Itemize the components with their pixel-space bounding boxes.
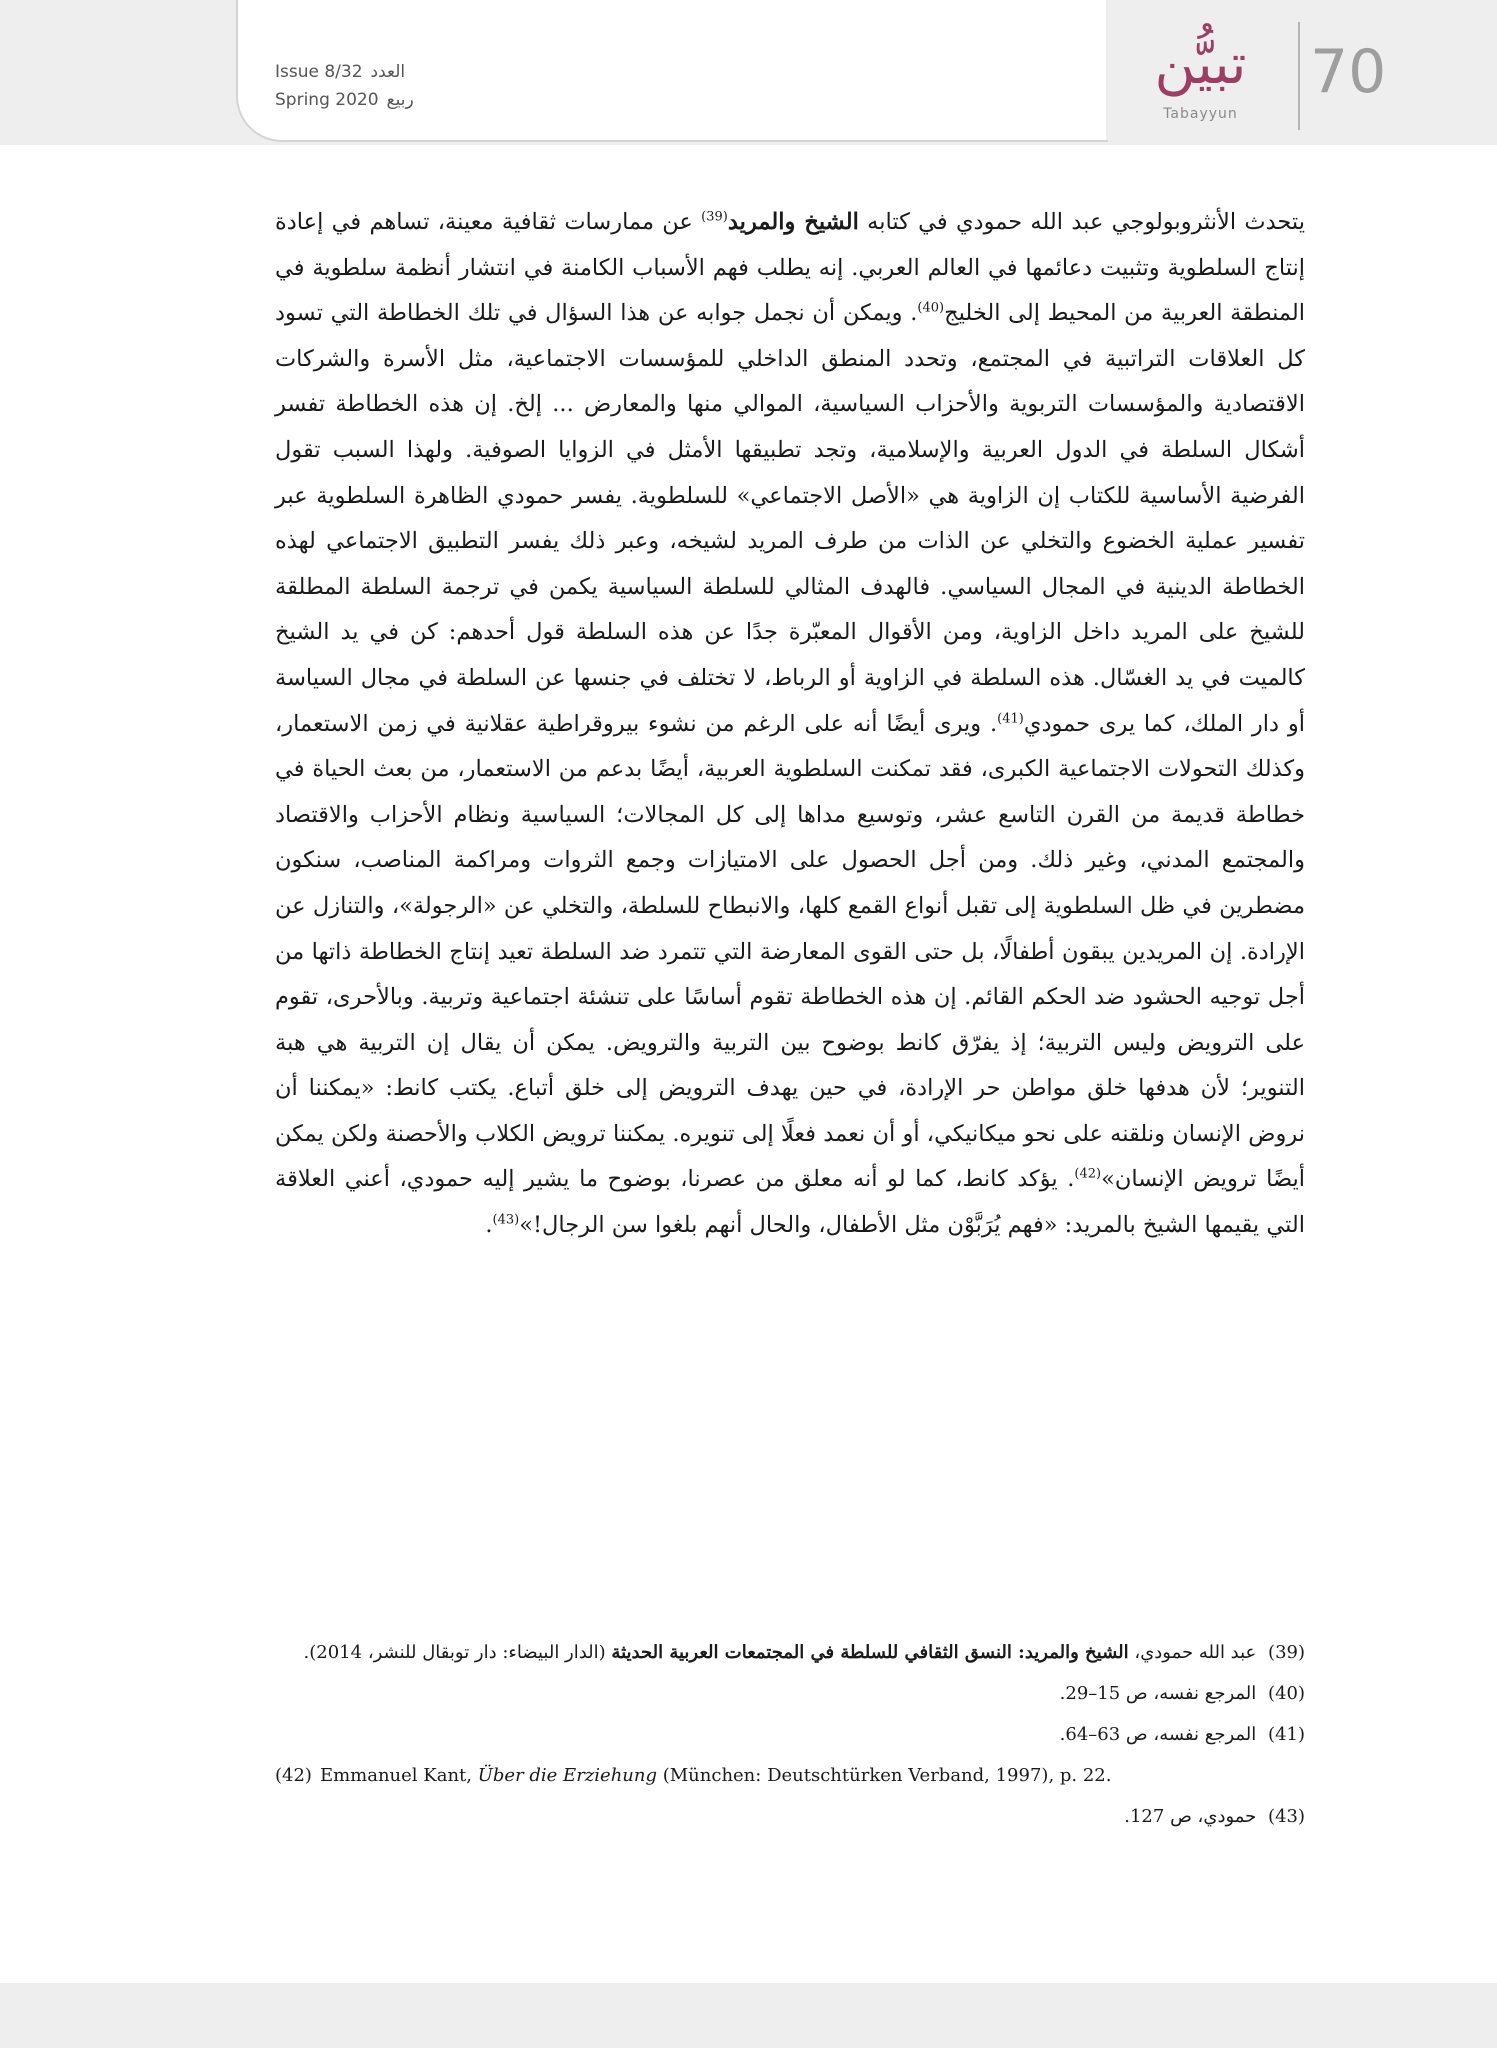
book-title: الشيخ والمريد [727, 209, 859, 235]
footnote-ref-42[interactable]: (42) [1074, 1166, 1102, 1182]
journal-logo-arabic: تبيُّن [1154, 32, 1247, 97]
issue-info [275, 58, 414, 114]
issue-row [275, 58, 414, 86]
season-label-ar: ربيع [386, 90, 414, 110]
footnote-39 [275, 1637, 1305, 1668]
footnote-number: (39) [1268, 1642, 1305, 1663]
body-text-segment: . يؤكد كانط، كما لو أنه معلق من عصرنا، بوضوح ما يشير إليه حمودي، أعني العلاقة التي يقيمها الشيخ بالمريد: «فهم يُرَبَّوْن مثل الأطفال، والحال أنهم بلغوا سن الرجال!» [275, 1166, 1305, 1239]
season-label-en: Spring 2020 [275, 90, 379, 110]
footnote-book-title: الشيخ والمريد: النسق الثقافي للسلطة في المجتمعات العربية الحديثة [611, 1642, 1129, 1663]
footnote-author: عبد الله حمودي، [1128, 1642, 1257, 1663]
footnote-ref-39[interactable]: (39) [701, 209, 728, 225]
footnote-43 [275, 1801, 1305, 1832]
footnote-ref-40[interactable]: (40) [917, 300, 945, 316]
body-text-segment: عن ممارسات ثقافية معينة، تساهم في إعادة إنتاج السلطوية وتثبيت دعائمها في العالم العربي. إنه يطلب فهم الأسباب الكامنة في انتشار أنظمة سلطوية في المنطقة العربية من المحيط إلى الخليج [275, 209, 1305, 327]
footnote-publication: (الدار البيضاء: دار توبقال للنشر، 2014). [303, 1642, 612, 1663]
footnote-text: المرجع نفسه، ص 63–64. [1059, 1724, 1257, 1745]
footnote-number: (43) [1268, 1806, 1305, 1827]
footnote-41 [275, 1719, 1305, 1750]
body-text-segment: يتحدث الأنثروبولوجي عبد الله حمودي في كتابه [858, 209, 1305, 235]
footnote-40 [275, 1678, 1305, 1709]
page-number-divider [1298, 22, 1300, 130]
page-number: 70 [1310, 37, 1387, 107]
season-row [275, 86, 414, 114]
article-body [275, 200, 1305, 1249]
page-bottom-band [0, 1983, 1497, 2048]
footnote-author: Emmanuel Kant, [319, 1765, 478, 1786]
body-paragraph [275, 200, 1305, 1249]
footnote-text: المرجع نفسه، ص 15–29. [1059, 1683, 1257, 1704]
journal-logo-english: Tabayyun [1163, 106, 1238, 122]
footnote-number: (41) [1268, 1724, 1305, 1745]
issue-label-en: Issue 8/32 [275, 62, 363, 82]
footnotes-section [275, 1637, 1305, 1842]
footnote-ref-41[interactable]: (41) [997, 711, 1024, 727]
footnote-publication: (München: Deutschtürken Verband, 1997), p. 22. [657, 1765, 1112, 1786]
body-text-segment: . ويرى أيضًا أنه على الرغم من نشوء بيروقراطية عقلانية في زمن الاستعمار، وكذلك التحولات الاجتماعية الكبرى، فقد تمكنت السلطوية العربية، أيضًا بدعم من الاستعمار، من بعث الحياة في خطاطة قديمة من القرن التاسع عشر، وتوسيع مداها إلى كل المجالات؛ السياسية ونظام الأحزاب والاقتصاد والمجتمع المدني، وغير ذلك. ومن أجل الحصول على الامتيازات وجمع الثروات ومراكمة المناصب، سنكون مضطرين في ظل السلطوية إلى تقبل أنواع القمع كلها، والانبطاح للسلطة، والتخلي عن «الرجولة»، والتنازل عن الإرادة. إن المريدين يبقون أطفالًا، بل حتى القوى المعارضة التي تتمرد ضد السلطة تعيد إنتاج الخطاطة ذاتها من أجل توجيه الحشود ضد الحكم القائم. إن هذه الخطاطة تقوم أساسًا على تنشئة اجتماعية وتربية. وبالأحرى، تقوم على الترويض وليس التربية؛ إذ يفرّق كانط بوضوح بين التربية والترويض. يمكن أن يقال إن التربية هي هبة التنوير؛ لأن هدفها خلق مواطن حر الإرادة، في حين يهدف الترويض إلى خلق أتباع. يكتب كانط: «يمكننا أن نروض الإنسان ونلقنه على نحو ميكانيكي، أو أن نعمد فعلًا إلى تنويره. يمكننا ترويض الكلاب والأحصنة ولكن يمكن أيضًا ترويض الإنسان» [275, 710, 1305, 1193]
footnote-number: (42) [275, 1765, 312, 1786]
body-text-segment: . [485, 1212, 493, 1239]
issue-label-ar: العدد [370, 62, 406, 82]
footnote-text: حمودي، ص 127. [1124, 1806, 1257, 1827]
footnote-number: (40) [1268, 1683, 1305, 1704]
body-text-segment: . ويمكن أن نجمل جوابه عن هذا السؤال في تلك الخطاطة التي تسود كل العلاقات التراتبية في المجتمع، وتحدد المنطق الداخلي للمؤسسات الاجتماعية، مثل الأسرة والشركات الاقتصادية والمؤسسات التربوية والأحزاب السياسية، الموالي منها والمعارض ... إلخ. إن هذه الخطاطة تفسر أشكال السلطة في الدول العربية والإسلامية، وتجد تطبيقها الأمثل في الزوايا الصوفية. ولهذا السبب تقول الفرضية الأساسية للكتاب إن الزاوية هي «الأصل الاجتماعي» للسلطوية. يفسر حمودي الظاهرة السلطوية عبر تفسير عملية الخضوع والتخلي عن الذات من طرف المريد لشيخه، وعبر ذلك يفسر التطبيق الاجتماعي لهذه الخطاطة الدينية في المجال السياسي. فالهدف المثالي للسلطة السياسية يكمن في ترجمة السلطة المطلقة للشيخ على المريد داخل الزاوية، ومن الأقوال المعبّرة جدًا عن هذه السلطة قول أحدهم: كن في يد الشيخ كالميت في يد الغسّال. هذه السلطة في الزاوية أو الرباط، لا تختلف في جنسها عن السلطة في مجال السياسة أو دار الملك، كما يرى حمودي [275, 300, 1306, 737]
footnote-book-title: Über die Erziehung [477, 1765, 657, 1786]
footnote-ref-43[interactable]: (43) [492, 1212, 520, 1228]
footnote-42 [275, 1760, 1305, 1791]
